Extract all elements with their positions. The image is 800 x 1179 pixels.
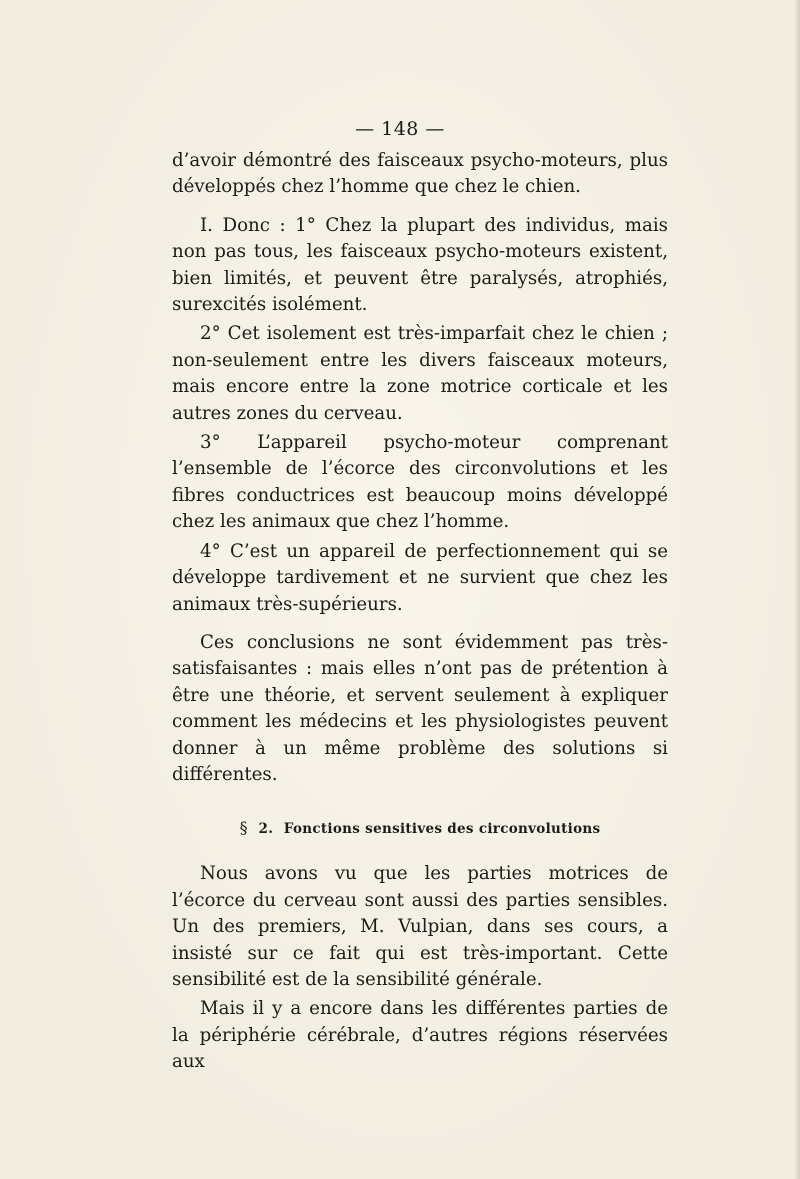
section-symbol: § — [239, 818, 248, 838]
paragraph-conclusion-3: 3° L’appareil psycho-moteur comprenant l’ensemble de l’écorce des circonvolutions et les fibres conductrices est beaucoup moins développé chez les animaux que chez l’homme. — [172, 432, 668, 533]
paragraph-conclusion-1: I. Donc : 1° Chez la plupart des individus, mais non pas tous, les faisceaux psycho-moteurs existent, bien limités, et peuvent être paralysés, atrophiés, surexcités isolément. — [172, 214, 668, 316]
paragraph-conclusion-2: 2° Cet isolement est très-imparfait chez le chien ; non-seulement entre les divers faisceaux moteurs, mais encore entre la zone motrice corticale et les autres zones du cerveau. — [172, 323, 668, 424]
page-number: — 148 — — [355, 118, 445, 140]
page-edge-shadow — [794, 0, 800, 1179]
section-title: Fonctions sensitives des circonvolutions — [283, 821, 601, 838]
body-text — [172, 148, 668, 1076]
paragraph-conclusion-4: 4° C’est un appareil de perfectionnement qui se développe tardivement et ne survient que chez les animaux très-supérieurs. — [172, 540, 668, 615]
paragraph-continuation: d’avoir démontré des faisceaux psycho-moteurs, plus développés chez l’homme que chez le chien. — [172, 150, 668, 198]
section-heading — [172, 818, 668, 839]
section-number: 2. — [258, 821, 274, 838]
paragraph-remarks: Ces conclusions ne sont évidemment pas très-satisfaisantes : mais elles n’ont pas de prétention à être une théorie, et servent seulement à expliquer comment les médecins et les physiologistes peuvent donner à un même problème des solutions si différentes. — [172, 631, 668, 785]
section-paragraph-2: Mais il y a encore dans les différentes parties de la périphérie cérébrale, d’autres régions réservées aux — [172, 998, 668, 1073]
section-paragraph-1: Nous avons vu que les parties motrices de l’écorce du cerveau sont aussi des parties sensibles. Un des premiers, M. Vulpian, dans ses cours, a insisté sur ce fait qui est très-important. Cette sensibilité est de la sensibilité générale. — [172, 863, 668, 990]
